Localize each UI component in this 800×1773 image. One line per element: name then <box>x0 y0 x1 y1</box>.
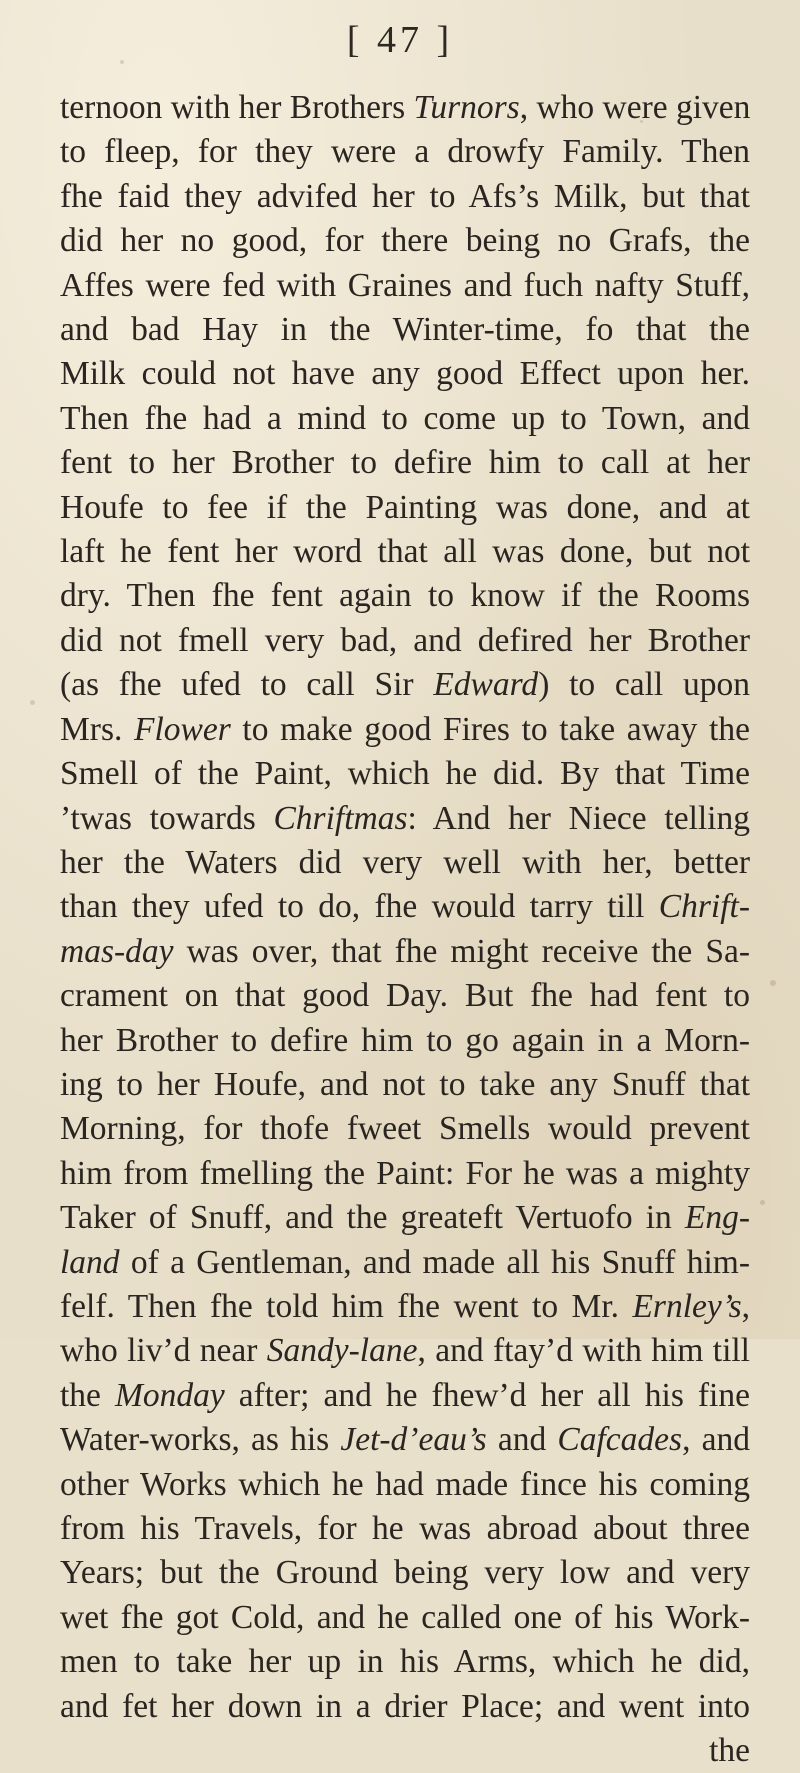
text-line: Morning, for thofe fweet Smells would prevent <box>60 1110 750 1148</box>
text-line: Smell of the Paint, which he did. By that Time <box>60 755 750 793</box>
text-line: who liv’d near Sandy-lane, and ftay’d with him till <box>60 1332 750 1370</box>
text-line: Mrs. Flower to make good Fires to take away the <box>60 710 750 748</box>
text-line: ing to her Houfe, and not to take any Snuff that <box>60 1065 750 1103</box>
text-line: the Monday after; and he fhew’d her all his fine <box>60 1376 750 1414</box>
text-line: her Brother to defire him to go again in a Morn- <box>60 1021 750 1059</box>
text-line: men to take her up in his Arms, which he did, <box>60 1643 750 1681</box>
text-line: ternoon with her Brothers Turnors, who were given <box>60 89 750 126</box>
text-line: and fet her down in a drier Place; and went into <box>60 1687 750 1725</box>
text-line: dry. Then fhe fent again to know if the Rooms <box>60 577 750 615</box>
text-line: than they ufed to do, fhe would tarry till Chrift- <box>60 888 750 926</box>
text-line: Affes were fed with Graines and fuch nafty Stuff, <box>60 266 750 304</box>
text-line: Then fhe had a mind to come up to Town, and <box>60 399 750 437</box>
text-line: did not fmell very bad, and defired her Brother <box>60 621 750 659</box>
text-line: mas-day was over, that fhe might receive the Sa- <box>60 932 750 970</box>
text-line: from his Travels, for he was abroad about three <box>60 1510 750 1547</box>
text-line: fent to her Brother to defire him to call at her <box>60 444 750 482</box>
text-line: and bad Hay in the Winter-time, fo that the <box>60 311 750 349</box>
text-line: Taker of Snuff, and the greateft Vertuofo in Eng- <box>60 1199 750 1237</box>
catchword: the <box>709 1732 750 1770</box>
text-line: wet fhe got Cold, and he called one of his Work- <box>60 1598 750 1636</box>
body-text <box>60 86 750 1773</box>
text-line: felf. Then fhe told him fhe went to Mr. Ernley’s, <box>60 1287 750 1325</box>
text-line: him from fmelling the Paint: For he was a mighty <box>60 1154 750 1192</box>
text-line: (as fhe ufed to call Sir Edward) to call upon <box>60 666 750 704</box>
text-line: laft he fent her word that all was done, but not <box>60 533 750 571</box>
text-line: fhe faid they advifed her to Afs’s Milk, but that <box>60 177 750 215</box>
text-line: crament on that good Day. But fhe had fent to <box>60 977 750 1015</box>
text-line: did her no good, for there being no Grafs, the <box>60 222 750 260</box>
text-line: ’twas towards Chriftmas: And her Niece telling <box>60 799 750 837</box>
text-line: her the Waters did very well with her, better <box>60 843 750 881</box>
text-line: Houfe to fee if the Painting was done, and at <box>60 488 750 526</box>
text-line: land of a Gentleman, and made all his Snuff him- <box>60 1243 750 1281</box>
text-line: Water-works, as his Jet-d’eau’s and Cafcades, and <box>60 1421 750 1459</box>
page-number: [ 47 ] <box>346 19 454 61</box>
text-line: Milk could not have any good Effect upon her. <box>60 355 750 393</box>
text-line: other Works which he had made fince his coming <box>60 1465 750 1503</box>
text-line: to fleep, for they were a drowfy Family. Then <box>60 133 750 171</box>
text-line: Years; but the Ground being very low and very <box>60 1554 750 1592</box>
